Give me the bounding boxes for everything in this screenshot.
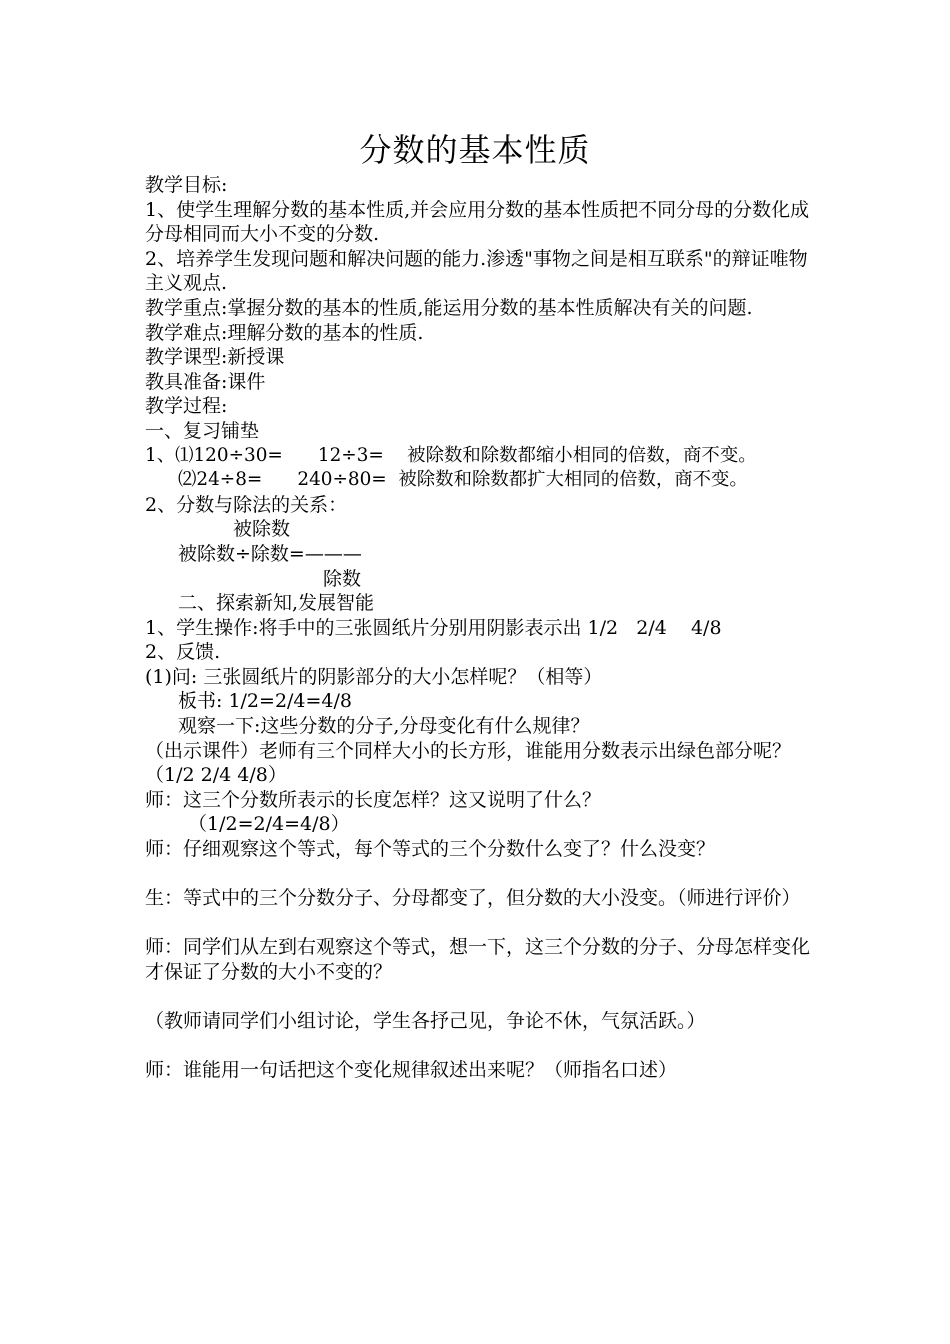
section-review-heading: 一、复习铺垫: [145, 419, 260, 442]
teaching-aids: 教具准备:课件: [145, 370, 266, 393]
objective-1: 1、使学生理解分数的基本性质,并会应用分数的基本性质把不同分母的分数化成分母相同而大小不变的分数.: [145, 198, 810, 246]
objective-2: 2、培养学生发现问题和解决问题的能力.渗透"事物之间是相互联系"的辩证唯物主义观点.: [145, 247, 808, 295]
lesson-type: 教学课型:新授课: [145, 346, 285, 369]
process-heading: 教学过程:: [145, 395, 228, 418]
document-body: [145, 173, 825, 1083]
blank-line: [145, 985, 825, 1010]
objectives-heading: 教学目标:: [145, 174, 228, 196]
key-point: 教学重点:掌握分数的基本的性质,能运用分数的基本性质解决有关的问题.: [145, 296, 753, 319]
section-explore-heading: 二、探索新知,发展智能: [178, 592, 375, 615]
student-operation: 1、学生操作:将手中的三张圆纸片分别用阴影表示出 1/2 2/4 4/8: [145, 616, 722, 639]
blackboard-note: 板书: 1/2=2/4=4/8: [178, 690, 353, 713]
question-1: (1)问: 三张圆纸片的阴影部分的大小怎样呢？（相等）: [145, 665, 603, 688]
blank-line: [145, 1034, 825, 1059]
review-item-1: 1、⑴120÷30= 12÷3= 被除数和除数都缩小相同的倍数，商不变。: [145, 444, 757, 466]
group-discussion-note: （教师请同学们小组讨论，学生各抒己见，争论不休，气氛活跃。）: [145, 1010, 706, 1033]
teacher-question-length: 师：这三个分数所表示的长度怎样？这又说明了什么？: [145, 788, 602, 811]
teacher-question-left-to-right: 师：同学们从左到右观察这个等式，想一下，这三个分数的分子、分母怎样变化才保证了分数的大小不变的？: [145, 936, 811, 983]
feedback-heading: 2、反馈.: [145, 641, 221, 664]
difficult-point: 教学难点:理解分数的基本的性质.: [145, 321, 424, 344]
document-title: 分数的基本性质: [359, 131, 591, 169]
dividend-numerator: 被除数: [233, 518, 291, 541]
blank-line: [145, 862, 825, 887]
teacher-question-summary: 师：谁能用一句话把这个变化规律叙述出来呢？（师指名口述）: [145, 1059, 678, 1082]
observe-prompt: 观察一下:这些分数的分子,分母变化有什么规律？: [178, 715, 590, 738]
courseware-question: （出示课件）老师有三个同样大小的长方形，谁能用分数表示出绿色部分呢？（1/2 2/4 4/8）: [145, 739, 792, 787]
division-equation: 被除数÷除数=———: [178, 542, 362, 565]
teacher-question-observe: 师：仔细观察这个等式，每个等式的三个分数什么变了？什么没变？: [145, 838, 716, 861]
blank-line: [145, 911, 825, 936]
divisor-denominator: 除数: [323, 567, 362, 590]
equation-note: （1/2=2/4=4/8）: [188, 813, 350, 836]
student-answer: 生：等式中的三个分数分子、分母都变了，但分数的大小没变。（师进行评价）: [145, 887, 801, 910]
review-item-2: ⑵24÷8= 240÷80= 被除数和除数都扩大相同的倍数，商不变。: [178, 469, 748, 491]
fraction-division-heading: 2、分数与除法的关系：: [145, 493, 348, 516]
